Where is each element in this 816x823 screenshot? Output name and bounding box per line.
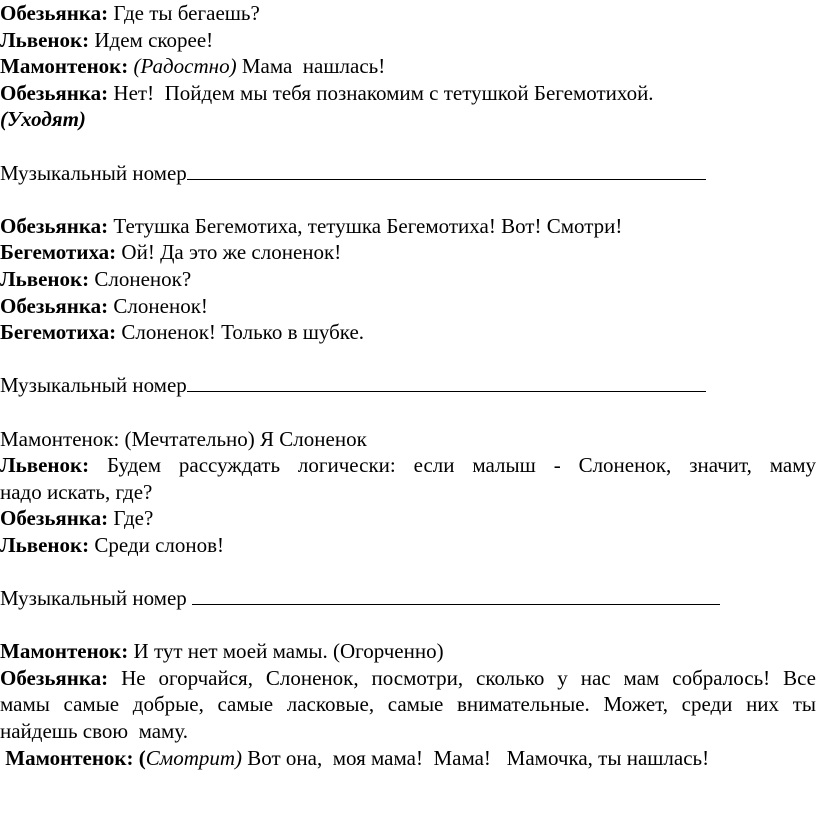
blank-line [0, 346, 816, 373]
dialogue-line [0, 638, 816, 665]
blank-line [0, 612, 816, 639]
dialogue-text: Слоненок! Только в шубке. [116, 320, 365, 345]
dialogue-line [0, 27, 816, 54]
dialogue-line [0, 239, 816, 266]
dialogue-text: Где? [108, 506, 154, 531]
dialogue-line [0, 745, 816, 772]
dialogue-line [0, 426, 816, 453]
dialogue-line [0, 293, 816, 320]
speaker-name: Мамонтенок: [0, 54, 129, 79]
music-number-label: Музыкальный номер [0, 373, 187, 398]
dialogue-line-continued [0, 718, 816, 745]
speaker-name: Обезьянка: [0, 213, 109, 238]
stage-direction: (Уходят) [0, 107, 86, 132]
music-number-line [0, 372, 816, 399]
fill-in-underline [192, 586, 720, 605]
speaker-name: Львенок: [0, 266, 90, 291]
dialogue-line [0, 452, 816, 479]
speaker-name: Обезьянка: [0, 293, 109, 318]
music-number-label: Музыкальный номер [0, 160, 187, 185]
dialogue-line [0, 53, 816, 80]
dialogue-text: надо искать, где? [0, 479, 153, 504]
speaker-name: Бегемотиха: [0, 240, 117, 265]
fill-in-underline [187, 373, 706, 392]
dialogue-text: Нет! Пойдем мы тебя познакомим с тетушкой Бегемотихой. [108, 80, 654, 105]
blank-line [0, 558, 816, 585]
dialogue-line [0, 505, 816, 532]
dialogue-line [0, 266, 816, 293]
dialogue-text: найдешь свою маму. [0, 719, 188, 744]
dialogue-text: Вот она, моя мама! Мама! Мамочка, ты нашлась! [242, 745, 710, 770]
dialogue-text: мамы самые добрые, самые ласковые, самые внимательные. Может, среди них ты [0, 692, 816, 717]
music-number-line [0, 585, 816, 612]
dialogue-text: Будем рассуждать логически: если малыш - Слоненок, значит, маму [89, 453, 816, 478]
stage-direction: (Радостно) [133, 54, 237, 79]
dialogue-text: Ой! Да это же слоненок! [116, 240, 342, 265]
speaker-name: Мамонтенок: ( [0, 745, 146, 770]
blank-line [0, 186, 816, 213]
stage-direction: Смотрит) [145, 745, 243, 770]
dialogue-text: Мама нашлась! [236, 54, 386, 79]
dialogue-text: И тут нет моей мамы. (Огорченно) [128, 639, 444, 664]
dialogue-text: Слоненок? [89, 266, 192, 291]
dialogue-line-continued [0, 479, 816, 506]
dialogue-line [0, 532, 816, 559]
dialogue-text: Тетушка Бегемотиха, тетушка Бегемотиха! Вот! Смотри! [108, 213, 623, 238]
dialogue-text: Идем скорее! [89, 27, 214, 52]
speaker-name: Обезьянка: [0, 665, 109, 690]
dialogue-line [0, 213, 816, 240]
dialogue-line-continued [0, 691, 816, 718]
dialogue-text: Среди слонов! [89, 532, 225, 557]
stage-direction-line [0, 106, 816, 133]
music-number-line [0, 160, 816, 187]
music-number-label: Музыкальный номер [0, 586, 193, 611]
blank-line [0, 399, 816, 426]
speaker-name: Обезьянка: [0, 80, 109, 105]
fill-in-underline [187, 161, 706, 180]
speaker-name: Львенок: [0, 532, 90, 557]
dialogue-line [0, 0, 816, 27]
speaker-name: Обезьянка: [0, 506, 109, 531]
dialogue-line [0, 665, 816, 692]
dialogue-line [0, 80, 816, 107]
speaker-name: Бегемотиха: [0, 320, 117, 345]
dialogue-text: Где ты бегаешь? [108, 1, 260, 25]
speaker-name: Львенок: [0, 453, 90, 478]
dialogue-line [0, 319, 816, 346]
speaker-name: Львенок: [0, 27, 90, 52]
dialogue-text: Слоненок! [108, 293, 208, 318]
dialogue-text: Мамонтенок: (Мечтательно) Я Слоненок [0, 426, 367, 451]
speaker-name: Обезьянка: [0, 1, 109, 25]
blank-line [0, 133, 816, 160]
speaker-name: Мамонтенок: [0, 639, 129, 664]
dialogue-text: Не огорчайся, Слоненок, посмотри, сколько у нас мам собралось! Все [108, 665, 816, 690]
